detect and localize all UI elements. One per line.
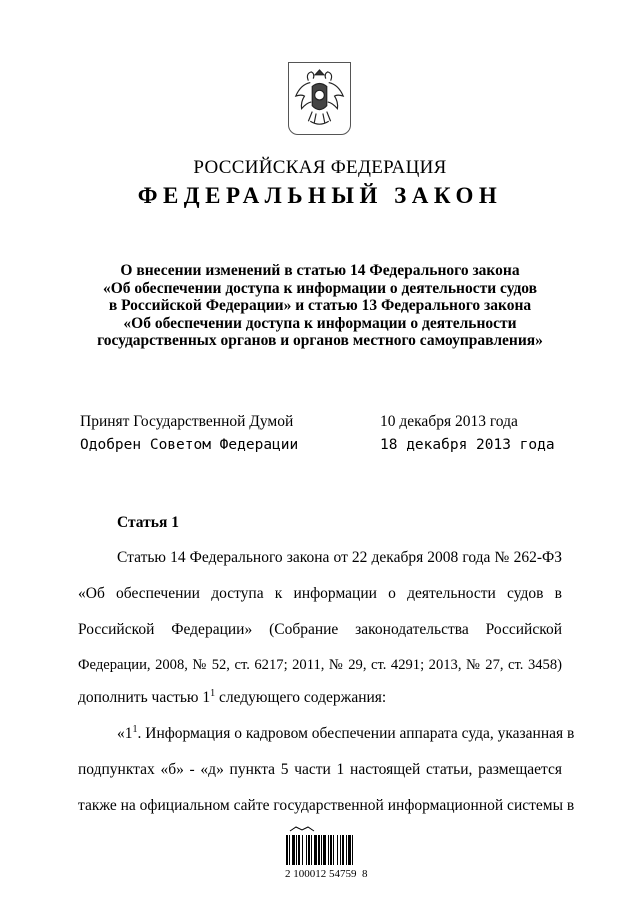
- barcode-bar: [311, 835, 312, 865]
- article-heading: Статья 1: [117, 514, 179, 531]
- barcode-bar: [302, 835, 303, 865]
- barcode-bar: [328, 835, 329, 865]
- council-approval-date: 18 декабря 2013 года: [380, 437, 555, 453]
- duma-adoption-label: Принят Государственной Думой: [80, 413, 294, 430]
- barcode-bar: [292, 835, 295, 865]
- barcode-bar: [342, 835, 344, 865]
- law-title: [60, 262, 580, 350]
- law-title-line: «Об обеспечении доступа к информации о деятельности: [123, 314, 517, 332]
- barcode-mark: [290, 827, 314, 831]
- paragraph-line: «$1^1$. Информация о кадровом обеспечении аппарата суда, указанная в: [117, 724, 575, 742]
- paragraph-line: Российской Федерации» (Собрание законодательства Российской: [78, 621, 562, 638]
- barcode-bar: [308, 835, 310, 865]
- country-heading: РОССИЙСКАЯ ФЕДЕРАЦИЯ: [193, 157, 447, 178]
- barcode-bar: [321, 835, 322, 865]
- barcode-bar: [318, 835, 320, 865]
- barcode-bar: [340, 835, 341, 865]
- barcode-bar: [323, 835, 326, 865]
- paragraph-line: Федерации, 2008, № 52, ст. 6217; 2011, № 29, ст. 4291; 2013, № 27, ст. 3458): [78, 657, 562, 673]
- paragraph-line: также на официальном сайте государственной информационной системы в: [78, 797, 575, 814]
- barcode-number: 2 100012 54759 8: [285, 868, 368, 880]
- law-title-line: «Об обеспечении доступа к информации о деятельности судов: [102, 279, 538, 297]
- law-title-line: О внесении изменений в статью 14 Федерального закона: [120, 262, 520, 279]
- barcode-bar: [333, 835, 334, 865]
- barcode-bar: [348, 835, 351, 865]
- paragraph-line: «Об обеспечении доступа к информации о деятельности судов в: [78, 585, 562, 602]
- barcode-bar: [306, 835, 307, 865]
- barcode-bar: [330, 835, 332, 865]
- paragraph-line: Статью 14 Федерального закона от 22 декабря 2008 года № 262-ФЗ: [117, 549, 562, 566]
- barcode-bar: [352, 835, 353, 865]
- paragraph-line: подпунктах «б» - «д» пункта 5 части 1 настоящей статьи, размещается: [78, 761, 562, 778]
- double-headed-eagle-icon: [289, 63, 350, 134]
- council-approval-label: Одобрен Советом Федерации: [80, 437, 299, 453]
- duma-adoption-date: 10 декабря 2013 года: [380, 413, 518, 430]
- barcode-bar: [296, 835, 297, 865]
- state-emblem: [288, 62, 351, 135]
- barcode-bar: [298, 835, 300, 865]
- barcode-bar: [286, 835, 288, 865]
- barcode-bar: [346, 835, 347, 865]
- paragraph-line: дополнить частью $1^1$ следующего содержания:: [78, 688, 387, 706]
- document-type-heading: ФЕДЕРАЛЬНЫЙ ЗАКОН: [137, 183, 503, 208]
- barcode-bar: [337, 835, 338, 865]
- law-title-line: государственных органов и органов местного самоуправления»: [97, 332, 543, 350]
- barcode-bar: [289, 835, 290, 865]
- barcode-bar: [314, 835, 317, 865]
- barcode: [280, 823, 380, 872]
- barcode-graphic: [280, 823, 380, 867]
- law-title-line: в Российской Федерации» и статью 13 Федерального закона: [108, 297, 532, 315]
